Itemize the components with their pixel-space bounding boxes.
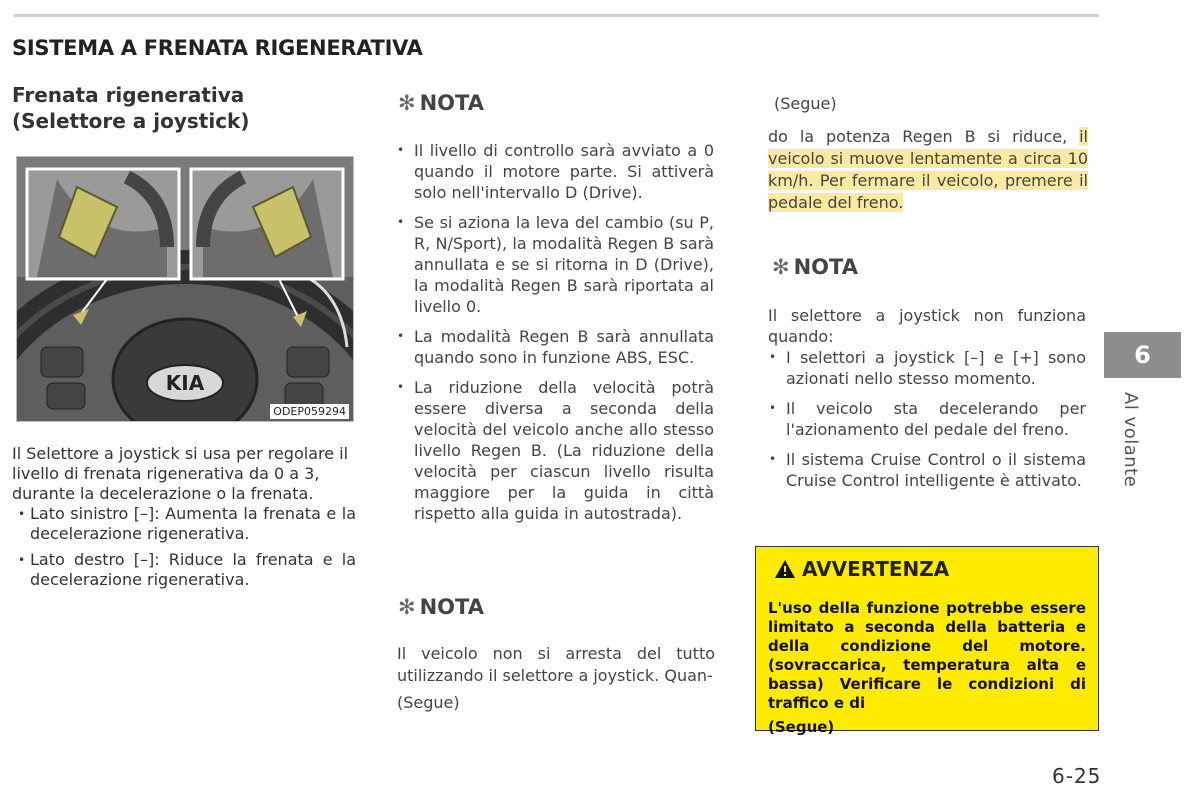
figure-caption: ODEP059294 xyxy=(270,404,349,419)
warning-triangle-icon xyxy=(774,559,796,579)
list-item: • I selettori a joystick [–] e [+] sono azionati nello stesso momento. xyxy=(768,347,1086,389)
page-number: 6-25 xyxy=(1052,764,1102,788)
list-item: • Lato sinistro [–]: Aumenta la frenata e la decelerazione rigenerativa. xyxy=(12,504,356,544)
list-item: • Lato destro [–]: Riduce la frenata e la decelerazione rigenerativa. xyxy=(12,550,356,590)
chapter-label: Al volante xyxy=(1120,392,1141,488)
list-item: • La riduzione della velocità potrà essere diversa a seconda della velocità del veicolo anche allo stesso livello Regen B. (La riduzione della velocità per ciascun livello risulta maggiore per la guida in città rispetto alla guida in autostrada). xyxy=(396,377,714,524)
warning-title: AVVERTENZA xyxy=(774,557,1086,581)
nota-list-1 xyxy=(396,140,714,533)
list-item: • Se si aziona la leva del cambio (su P, R, N/Sport), la modalità Regen B sarà annullata e se si ritorna in D (Drive), la modalità Regen B sarà riportata al livello 0. xyxy=(396,212,714,317)
continued-paragraph: do la potenza Regen B si riduce, il veicolo si muove lentamente a circa 10 km/h. Per fermare il veicolo, premere il pedale del freno. xyxy=(768,127,1088,212)
warning-continued-label: (Segue) xyxy=(768,718,835,736)
kia-logo: KIA xyxy=(165,371,205,395)
page-title: SISTEMA A FRENATA RIGENERATIVA xyxy=(12,36,423,60)
section-subtitle: Frenata rigenerativa (Selettore a joystick) xyxy=(12,83,250,133)
list-item: • Il veicolo sta decelerando per l'azionamento del pedale del freno. xyxy=(768,398,1086,440)
list-item: • Il livello di controllo sarà avviato a 0 quando il motore parte. Si attiverà solo nell'intervallo D (Drive). xyxy=(396,140,714,203)
intro-paragraph: Il Selettore a joystick si usa per regolare il livello di frenata rigenerativa da 0 a 3, durante la decelerazione o la frenata. xyxy=(12,444,349,503)
nota-heading-1: ✻ NOTA xyxy=(398,91,484,115)
warning-box xyxy=(755,546,1099,736)
asterisk-icon: ✻ xyxy=(398,91,416,115)
list-item: • Il sistema Cruise Control o il sistema Cruise Control intelligente è attivato. xyxy=(768,449,1086,491)
highlighted-text: il veicolo si muove lentamente a circa 10 km/h. Per fermare il veicolo, premere il pedale del freno. xyxy=(768,127,1088,212)
nota2-paragraph: Il veicolo non si arresta del tutto utilizzando il selettore a joystick. Quan- xyxy=(397,644,715,685)
continued-label: (Segue) xyxy=(397,693,460,712)
chapter-tab: 6 xyxy=(1104,332,1181,378)
nota-list-3 xyxy=(768,347,1086,500)
continued-label-top: (Segue) xyxy=(774,94,837,113)
nota-heading-2: ✻ NOTA xyxy=(398,595,484,619)
asterisk-icon: ✻ xyxy=(398,595,416,619)
intro-section xyxy=(12,444,356,590)
nota3-intro: Il selettore a joystick non funziona quando: xyxy=(768,306,1086,346)
steering-wheel-illustration xyxy=(17,157,353,421)
list-item: • La modalità Regen B sarà annullata quando sono in funzione ABS, ESC. xyxy=(396,326,714,368)
asterisk-icon: ✻ xyxy=(772,255,790,279)
steering-wheel-figure xyxy=(16,156,354,422)
top-rule xyxy=(14,14,1099,17)
nota-heading-3: ✻ NOTA xyxy=(772,255,858,279)
side-list xyxy=(12,504,356,590)
warning-text: L'uso della funzione potrebbe essere limitato a seconda della batteria e della condizione del motore. (sovraccarica, temperatura alta e bassa) Verificare le condizioni di traffico e di xyxy=(768,599,1086,712)
